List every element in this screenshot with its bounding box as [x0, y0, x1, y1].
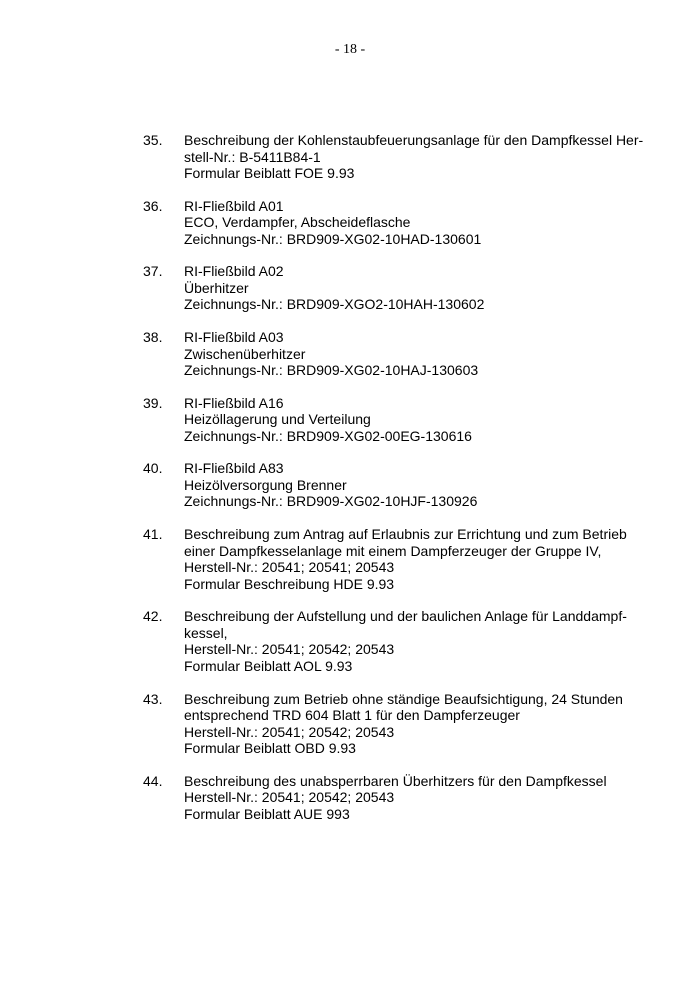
item-text [184, 395, 658, 445]
item-line: Formular Beiblatt AUE 993 [184, 805, 350, 822]
item-number: 42. [143, 608, 163, 625]
list-item [143, 691, 658, 757]
item-line: Herstell-Nr.: 20541; 20541; 20543 [184, 559, 395, 576]
item-line: Herstell-Nr.: 20541; 20542; 20543 [184, 723, 395, 740]
item-line: Zeichnungs-Nr.: BRD909-XG02-00EG-130616 [184, 427, 472, 444]
item-line: RI-Fließbild A16 [184, 394, 284, 411]
item-text [184, 198, 658, 248]
list-item [143, 329, 658, 379]
item-text [184, 691, 658, 757]
item-line: Heizölversorgung Brenner [184, 476, 347, 493]
item-line: Formular Beschreibung HDE 9.93 [184, 575, 395, 592]
list-item [143, 198, 658, 248]
item-text [184, 773, 658, 823]
item-line: Formular Beiblatt AOL 9.93 [184, 657, 353, 674]
item-line: ECO, Verdampfer, Abscheideflasche [184, 214, 411, 231]
item-line: Formular Beiblatt FOE 9.93 [184, 165, 355, 181]
item-text [184, 460, 658, 510]
item-line: Beschreibung zum Antrag auf Erlaubnis zur Errichtung und zum Betrieb [184, 526, 627, 543]
item-number: 39. [143, 394, 163, 411]
item-line: RI-Fließbild A83 [184, 460, 284, 477]
item-line: RI-Fließbild A02 [184, 263, 284, 280]
item-number: 37. [143, 263, 163, 280]
list-item [143, 526, 658, 592]
item-line: Zwischenüberhitzer [184, 345, 306, 362]
item-text [184, 329, 658, 379]
item-line: Zeichnungs-Nr.: BRD909-XG02-10HAD-130601 [184, 230, 482, 247]
item-line: Heizöllagerung und Verteilung [184, 411, 371, 428]
item-line: Zeichnungs-Nr.: BRD909-XG02-10HJF-130926 [184, 493, 478, 510]
item-line: Zeichnungs-Nr.: BRD909-XG02-10HAJ-130603 [184, 362, 479, 379]
document-list [143, 132, 658, 838]
item-text [184, 132, 658, 182]
item-line: Beschreibung der Kohlenstaubfeuerungsanlage für den Dampfkessel Her- [184, 132, 644, 148]
item-line: entsprechend TRD 604 Blatt 1 für den Dampferzeuger [184, 707, 520, 723]
item-line: einer Dampfkesselanlage mit einem Dampferzeuger der Gruppe IV, [184, 542, 602, 559]
item-number: 35. [143, 132, 163, 148]
item-number: 43. [143, 690, 163, 707]
item-text [184, 263, 658, 313]
item-line: RI-Fließbild A01 [184, 197, 284, 214]
list-item [143, 460, 658, 510]
item-line: Überhitzer [184, 279, 249, 296]
item-line: Formular Beiblatt OBD 9.93 [184, 740, 356, 756]
item-line: Beschreibung zum Betrieb ohne ständige Beaufsichtigung, 24 Stunden [184, 690, 623, 707]
item-line: Zeichnungs-Nr.: BRD909-XGO2-10HAH-130602 [184, 296, 485, 313]
item-number: 38. [143, 329, 163, 346]
list-item [143, 132, 658, 182]
item-line: Herstell-Nr.: 20541; 20542; 20543 [184, 641, 395, 658]
item-line: Herstell-Nr.: 20541; 20542; 20543 [184, 789, 395, 806]
list-item [143, 608, 658, 674]
list-item [143, 395, 658, 445]
item-number: 44. [143, 772, 163, 789]
item-text [184, 526, 658, 592]
item-line: RI-Fließbild A03 [184, 329, 284, 346]
item-text [184, 608, 658, 674]
item-line: Beschreibung der Aufstellung und der baulichen Anlage für Landdampf- [184, 608, 627, 625]
item-line: kessel, [184, 624, 228, 641]
item-number: 36. [143, 197, 163, 214]
page-number: - 18 - [334, 42, 366, 57]
item-number: 41. [143, 526, 163, 543]
item-number: 40. [143, 460, 163, 477]
list-item [143, 263, 658, 313]
item-line: stell-Nr.: B-5411B84-1 [184, 148, 321, 165]
item-line: Beschreibung des unabsperrbaren Überhitzers für den Dampfkessel [184, 772, 607, 789]
list-item [143, 773, 658, 823]
